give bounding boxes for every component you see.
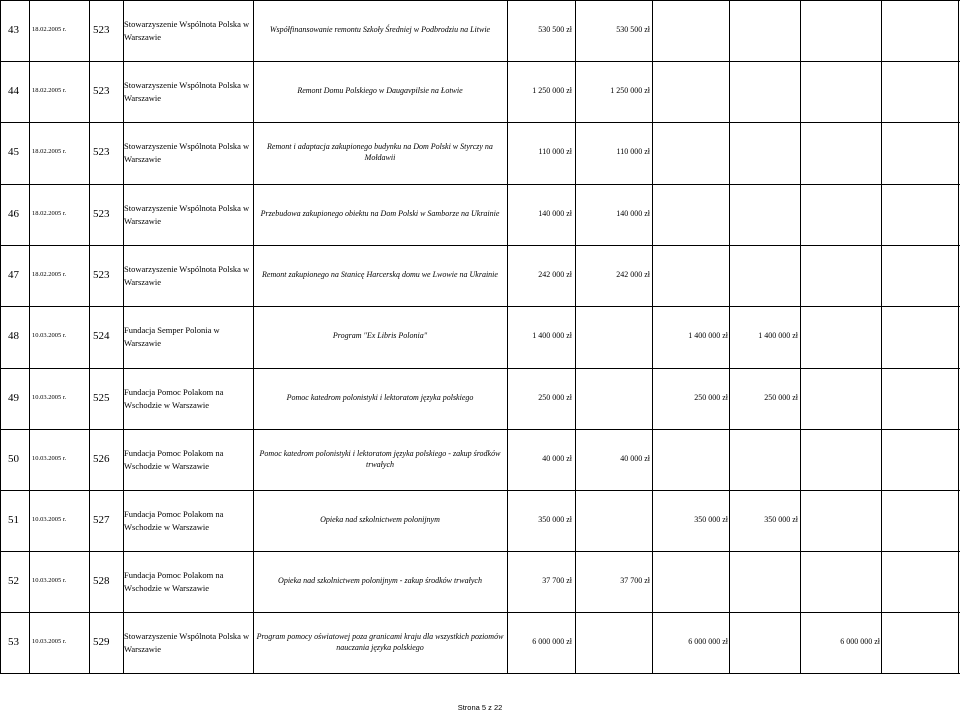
row-number: 49 xyxy=(8,392,19,405)
amount-total: 1 250 000 zł xyxy=(532,86,572,96)
amount-total: 140 000 zł xyxy=(538,209,572,219)
task-description: Pomoc katedrom polonistyki i lektoratom języka polskiego - zakup środków trwałych xyxy=(259,449,501,469)
column-divider xyxy=(881,0,882,673)
organization-name: Fundacja Pomoc Polakom na Wschodzie w Warszawie xyxy=(124,387,224,410)
task-description: Opieka nad szkolnictwem polonijnym xyxy=(320,515,440,525)
row-number: 48 xyxy=(8,330,19,343)
row-number: 46 xyxy=(8,208,19,221)
decision-date: 18.02.2005 r. xyxy=(32,148,67,156)
task-description: Remont zakupionego na Stanicę Harcerską domu we Lwowie na Ukrainie xyxy=(262,270,498,280)
row-number: 44 xyxy=(8,85,19,98)
amount-multi-year xyxy=(802,368,880,429)
amount-current-2005 xyxy=(730,0,798,61)
row-number: 43 xyxy=(8,24,19,37)
task-description: Przebudowa zakupionego obiektu na Dom Polski w Samborze na Ukrainie xyxy=(260,209,500,219)
task-description: Remont i adaptacja zakupionego budynku na Dom Polski w Styrczy na Mołdawii xyxy=(267,142,493,162)
task-description: Program pomocy oświatowej poza granicami kraju dla wszystkich poziomów nauczania języka polskiego xyxy=(256,632,504,652)
amount-total: 110 000 zł xyxy=(538,147,572,157)
amount-current xyxy=(654,184,728,245)
amount-multi-year xyxy=(802,122,880,183)
agreement-code: 523 xyxy=(93,269,110,282)
amount-investment: 530 500 zł xyxy=(616,25,650,35)
organization-name: Stowarzyszenie Wspólnota Polska w Warszawie xyxy=(124,141,250,164)
organization-name: Stowarzyszenie Wspólnota Polska w Warszawie xyxy=(124,19,250,42)
task-description: Program "Ex Libris Polonia" xyxy=(332,331,428,341)
amount-multi-year xyxy=(802,490,880,551)
amount-current-2005 xyxy=(730,612,798,673)
amount-total: 530 500 zł xyxy=(538,25,572,35)
row-number: 47 xyxy=(8,269,19,282)
task-description: Współfinansowanie remontu Szkoły Średniej w Podbrodziu na Litwie xyxy=(269,25,491,35)
column-divider xyxy=(0,0,1,673)
agreement-code: 523 xyxy=(93,85,110,98)
amount-multi-year xyxy=(802,306,880,367)
column-divider xyxy=(29,0,30,673)
amount-investment: 140 000 zł xyxy=(616,209,650,219)
column-divider xyxy=(89,0,90,673)
agreement-code: 523 xyxy=(93,24,110,37)
amount-current xyxy=(654,0,728,61)
task-description: Remont Domu Polskiego w Daugavpilsie na Łotwie xyxy=(297,86,463,96)
column-divider xyxy=(800,0,801,673)
decision-date: 18.02.2005 r. xyxy=(32,271,67,279)
amount-total: 242 000 zł xyxy=(538,270,572,280)
amount-investment: 37 700 zł xyxy=(620,576,650,586)
amount-current-2005: 1 400 000 zł xyxy=(758,331,798,341)
amount-investment xyxy=(576,368,650,429)
organization-name: Fundacja Semper Polonia w Warszawie xyxy=(124,325,220,348)
amount-current-2005 xyxy=(730,245,798,306)
amount-current-2005 xyxy=(730,61,798,122)
agreement-code: 528 xyxy=(93,575,110,588)
amount-current-2005: 350 000 zł xyxy=(764,515,798,525)
amount-multi-year xyxy=(802,429,880,490)
organization-name: Fundacja Pomoc Polakom na Wschodzie w Warszawie xyxy=(124,509,224,532)
decision-date: 10.03.2005 r. xyxy=(32,332,67,340)
decision-date: 10.03.2005 r. xyxy=(32,638,67,646)
amount-total: 1 400 000 zł xyxy=(532,331,572,341)
decision-date: 18.02.2005 r. xyxy=(32,87,67,95)
agreement-code: 525 xyxy=(93,392,110,405)
row-number: 50 xyxy=(8,453,19,466)
amount-current-2005 xyxy=(730,551,798,612)
amount-multi-year xyxy=(802,61,880,122)
amount-multi-year xyxy=(802,245,880,306)
organization-name: Stowarzyszenie Wspólnota Polska w Warszawie xyxy=(124,631,250,654)
amount-investment: 40 000 zł xyxy=(620,454,650,464)
organization-name: Stowarzyszenie Wspólnota Polska w Warszawie xyxy=(124,80,250,103)
row-number: 51 xyxy=(8,514,19,527)
amount-current-2005: 250 000 zł xyxy=(764,393,798,403)
decision-date: 10.03.2005 r. xyxy=(32,455,67,463)
amount-current xyxy=(654,61,728,122)
amount-current-2005 xyxy=(730,122,798,183)
amount-investment xyxy=(576,306,650,367)
amount-investment xyxy=(576,612,650,673)
organization-name: Fundacja Pomoc Polakom na Wschodzie w Warszawie xyxy=(124,448,224,471)
amount-total: 40 000 zł xyxy=(542,454,572,464)
amount-current xyxy=(654,551,728,612)
amount-current: 6 000 000 zł xyxy=(688,637,728,647)
task-description: Opieka nad szkolnictwem polonijnym - zakup środków trwałych xyxy=(278,576,482,586)
amount-total: 250 000 zł xyxy=(538,393,572,403)
amount-multi-year xyxy=(802,184,880,245)
row-number: 53 xyxy=(8,636,19,649)
decision-date: 10.03.2005 r. xyxy=(32,516,67,524)
row-number: 45 xyxy=(8,146,19,159)
amount-investment xyxy=(576,490,650,551)
amount-investment: 110 000 zł xyxy=(616,147,650,157)
organization-name: Stowarzyszenie Wspólnota Polska w Warszawie xyxy=(124,203,250,226)
amount-total: 6 000 000 zł xyxy=(532,637,572,647)
decision-date: 10.03.2005 r. xyxy=(32,394,67,402)
decision-date: 10.03.2005 r. xyxy=(32,577,67,585)
agreement-code: 529 xyxy=(93,636,110,649)
amount-total: 350 000 zł xyxy=(538,515,572,525)
agreement-code: 523 xyxy=(93,146,110,159)
agreement-code: 527 xyxy=(93,514,110,527)
agreement-code: 523 xyxy=(93,208,110,221)
decision-date: 18.02.2005 r. xyxy=(32,210,67,218)
amount-current: 1 400 000 zł xyxy=(688,331,728,341)
amount-current xyxy=(654,245,728,306)
task-description: Pomoc katedrom polonistyki i lektoratom języka polskiego xyxy=(286,393,474,403)
organization-name: Fundacja Pomoc Polakom na Wschodzie w Warszawie xyxy=(124,570,224,593)
amount-multi-year xyxy=(802,551,880,612)
decision-date: 18.02.2005 r. xyxy=(32,26,67,34)
amount-investment: 1 250 000 zł xyxy=(610,86,650,96)
row-divider xyxy=(0,673,960,674)
column-divider xyxy=(958,0,959,673)
amount-current xyxy=(654,429,728,490)
amount-multi-year: 6 000 000 zł xyxy=(840,637,880,647)
amount-current: 250 000 zł xyxy=(694,393,728,403)
amount-current xyxy=(654,122,728,183)
amount-multi-year xyxy=(802,0,880,61)
agreement-code: 524 xyxy=(93,330,110,343)
amount-current-2005 xyxy=(730,429,798,490)
page-number: Strona 5 z 22 xyxy=(457,703,503,712)
organization-name: Stowarzyszenie Wspólnota Polska w Warszawie xyxy=(124,264,250,287)
amount-investment: 242 000 zł xyxy=(616,270,650,280)
column-divider xyxy=(652,0,653,673)
amount-current: 350 000 zł xyxy=(694,515,728,525)
row-number: 52 xyxy=(8,575,19,588)
amount-total: 37 700 zł xyxy=(542,576,572,586)
amount-current-2005 xyxy=(730,184,798,245)
agreement-code: 526 xyxy=(93,453,110,466)
